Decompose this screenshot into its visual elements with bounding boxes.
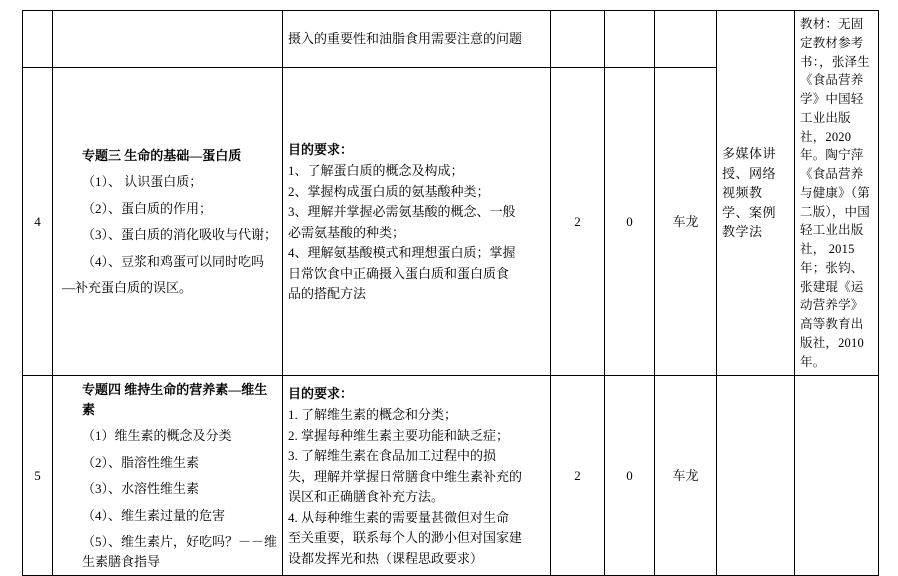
goal-line: 3、理解并掌握必需氨基酸的概念、一般 (288, 204, 516, 220)
topic-line: （4）、豆浆和鸡蛋可以同时吃吗 (82, 253, 265, 269)
document-page (0, 10, 898, 569)
topic-line: （2）、蛋白质的作用； (82, 200, 213, 216)
goal-line: 1. 了解维生素的概念和分类； (288, 407, 458, 422)
cell-lecture-hours (551, 11, 605, 68)
topic-line: （5）、维生素片，好吃吗？－－维生素膳食指导 (82, 534, 278, 569)
topic-line: （3）、蛋白质的消化吸收与代谢； (82, 227, 278, 243)
goal-heading: 目的要求： (288, 141, 354, 157)
topic-line: （1）、 认识蛋白质； (82, 174, 203, 190)
topic-heading: 专题三 生命的基础—蛋白质 (82, 147, 242, 163)
cell-goal (283, 68, 551, 376)
topic-heading: 专题四 维持生命的营养素—维生素 (82, 382, 268, 417)
goal-line: 设都发挥光和热（课程思政要求） (288, 550, 484, 566)
cell-method: 多媒体讲授、网络视频教学、案例教学法 (717, 11, 795, 376)
cell-lecture-hours: 2 (551, 68, 605, 376)
cell-teacher (655, 11, 717, 68)
cell-row-number (23, 11, 53, 68)
goal-line: 必需氨基酸的种类； (288, 224, 406, 240)
goal-line: 至关重要，联系每个人的渺小但对国家建 (288, 530, 523, 545)
goal-line: 品的搭配方法 (288, 286, 367, 302)
topic-line: —补充蛋白质的误区。 (62, 280, 193, 296)
goal-line: 日常饮食中正确摄入蛋白质和蛋白质食 (288, 265, 510, 281)
cell-topic (53, 376, 283, 576)
topic-line: （3）、水溶性维生素 (82, 481, 200, 497)
goal-line: 2. 掌握每种维生素主要功能和缺乏症； (288, 427, 510, 443)
goal-line: 1、了解蛋白质的概念及构成； (288, 163, 464, 179)
cell-row-number: 5 (23, 376, 53, 576)
syllabus-table (22, 10, 879, 576)
cell-goal (283, 11, 551, 68)
goal-line: 4、理解氨基酸模式和理想蛋白质；掌握 (288, 245, 516, 261)
cell-practice-hours (605, 11, 655, 68)
cell-material: 教材：无固定教材参考书：，张泽生《食品营养学》中国轻工业出版社，2020 年。陶宁萍《食品营养与健康》（第二版），中国轻工业出版社， 2015 年；张钧、张建琨《运动营养学》高等教育出版社，2010 年。 (795, 11, 879, 376)
cell-goal (283, 376, 551, 576)
goal-line: 摄入的重要性和油脂食用需要注意的问题 (288, 31, 523, 47)
goal-line: 误区和正确膳食补充方法。 (288, 489, 445, 504)
cell-topic (53, 68, 283, 376)
goal-line: 失，理解并掌握日常膳食中维生素补充的 (288, 468, 523, 484)
goal-line: 2、掌握构成蛋白质的氨基酸种类； (288, 183, 490, 199)
cell-material (795, 376, 879, 576)
table-row (23, 11, 879, 68)
goal-heading: 目的要求： (288, 385, 354, 401)
cell-lecture-hours: 2 (551, 376, 605, 576)
goal-line: 3. 了解维生素在食品加工过程中的损 (288, 448, 497, 463)
cell-practice-hours: 0 (605, 68, 655, 376)
cell-method (717, 376, 795, 576)
topic-line: （4）、维生素过量的危害 (82, 507, 226, 523)
cell-practice-hours: 0 (605, 376, 655, 576)
cell-teacher: 车龙 (655, 68, 717, 376)
cell-row-number: 4 (23, 68, 53, 376)
cell-teacher: 车龙 (655, 376, 717, 576)
cell-topic (53, 11, 283, 68)
table-row (23, 376, 879, 576)
topic-line: （1）维生素的概念及分类 (82, 428, 232, 444)
goal-line: 4. 从每种维生素的需要量甚微但对生命 (288, 509, 510, 525)
topic-line: （2）、脂溶性维生素 (82, 454, 200, 470)
